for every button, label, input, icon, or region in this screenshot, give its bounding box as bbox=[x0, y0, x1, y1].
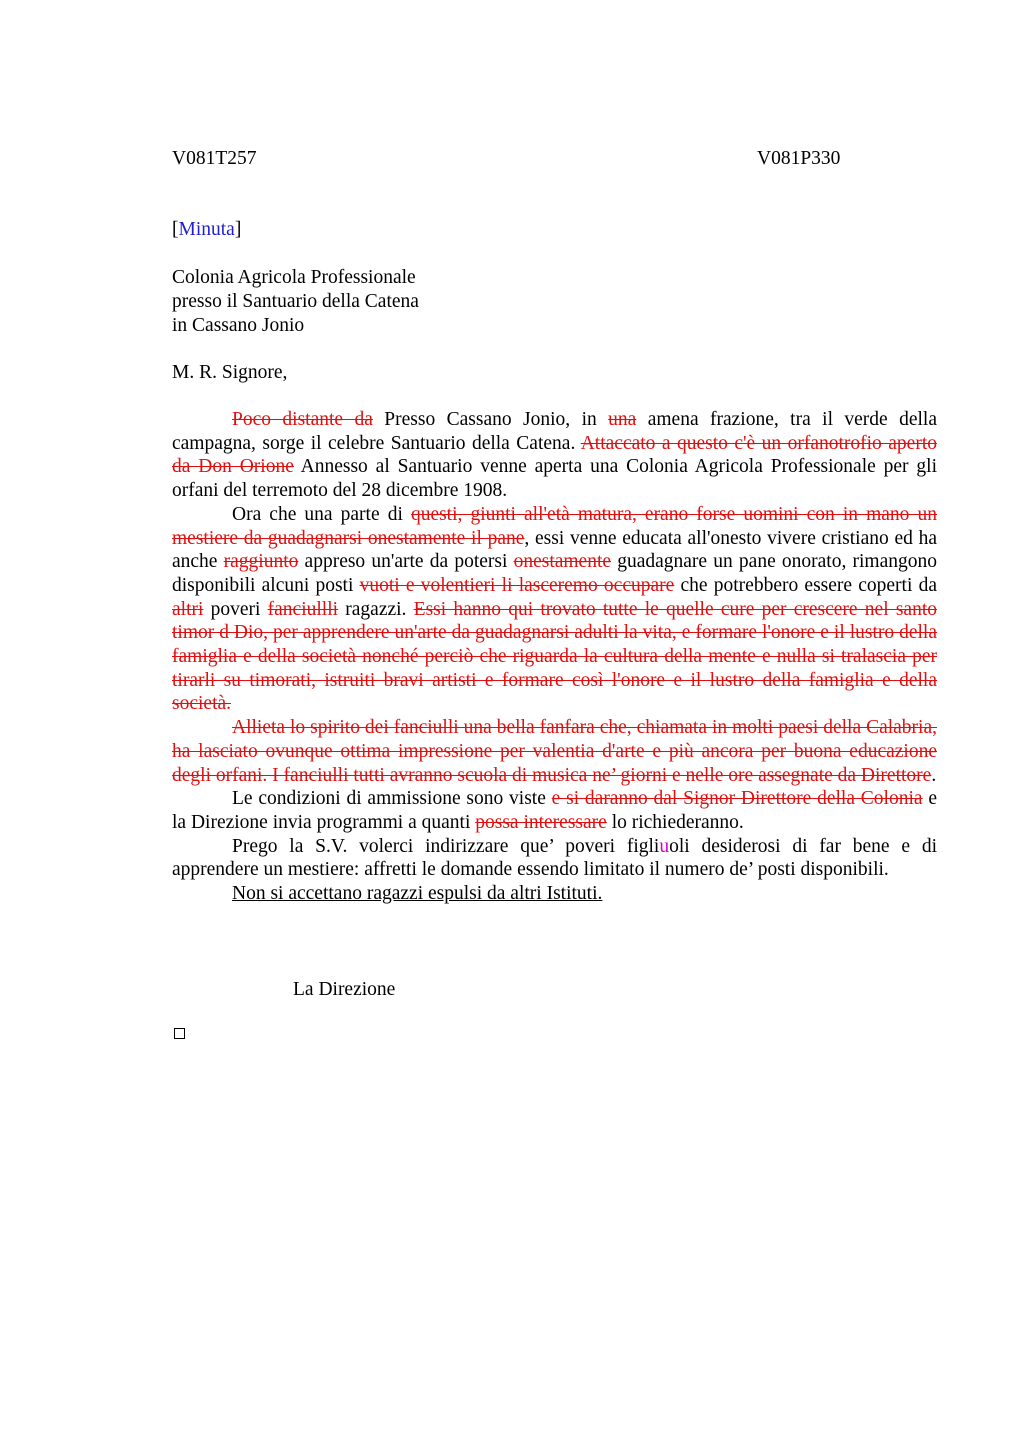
body-text: appreso un'arte da potersi bbox=[298, 551, 514, 573]
body-text: che potrebbero essere coperti da bbox=[674, 574, 937, 596]
salutation: M. R. Signore, bbox=[172, 362, 288, 383]
signature: La Direzione bbox=[293, 979, 396, 1000]
header-right-code: V081P330 bbox=[757, 148, 841, 169]
deleted-text: possa interessare bbox=[475, 811, 607, 833]
deleted-text: fanciullli bbox=[267, 598, 339, 620]
paragraph-1 bbox=[172, 408, 937, 503]
paragraph-3 bbox=[172, 716, 937, 787]
deleted-text: vuoti e volentieri li lasceremo occupare bbox=[359, 574, 675, 596]
document-page bbox=[172, 0, 938, 1450]
address-line-3: in Cassano Jonio bbox=[172, 315, 305, 336]
deleted-text: raggiunto bbox=[223, 551, 299, 573]
paragraph-2 bbox=[172, 503, 937, 716]
deleted-text: Attaccato a questo c'è un orfanotrofio aperto da Don Orione bbox=[172, 432, 937, 478]
underlined-notice: Non si accettano ragazzi espulsi da altri Istituti. bbox=[232, 883, 603, 905]
deleted-text: una bbox=[608, 409, 637, 430]
body-text: guadagnare un pane onorato, rimangono disponibili alcuni posti bbox=[172, 551, 937, 596]
deleted-text: e si daranno dal Signor Direttore della Colonia bbox=[551, 788, 923, 810]
empty-checkbox-icon bbox=[174, 1028, 185, 1039]
body-text: poveri bbox=[203, 598, 268, 620]
paragraph-4 bbox=[172, 787, 937, 834]
body-text: Ora che una parte di bbox=[232, 503, 411, 525]
address-block bbox=[172, 266, 419, 338]
body-text: lo richiederanno. bbox=[606, 811, 744, 833]
letter-body bbox=[172, 408, 937, 906]
body-text: , essi venne educata all'onesto vivere cristiano ed ha anche bbox=[172, 527, 937, 573]
body-text: oli desiderosi di far bene e di apprendere un mestiere: affretti le domande essendo limitato il numero de’ posti disponibili. bbox=[172, 835, 937, 881]
inserted-text: u bbox=[659, 835, 670, 857]
minuta-text: Minuta bbox=[178, 219, 235, 240]
deleted-text: onestamente bbox=[513, 551, 612, 573]
body-text: Annesso al Santuario venne aperta una Colonia Agricola Professionale per gli orfani del terremoto del 28 dicembre 1908. bbox=[172, 456, 937, 502]
minuta-close-bracket: ] bbox=[234, 219, 242, 240]
deleted-text: questi, giunti all'età matura, erano forse uomini con in mano un mestiere da guadagnarsi onestamente il pane bbox=[172, 503, 938, 549]
address-line-2: presso il Santuario della Catena bbox=[172, 291, 419, 312]
body-text: amena frazione, tra il verde della campagna, sorge il celebre Santuario della Catena. bbox=[172, 409, 938, 454]
paragraph-5 bbox=[172, 835, 937, 882]
body-text: Prego la S.V. volerci indirizzare que’ poveri figli bbox=[232, 835, 660, 857]
minuta-open-bracket: [ bbox=[172, 219, 179, 240]
body-text: ragazzi. bbox=[338, 598, 414, 620]
body-text: . bbox=[931, 764, 937, 786]
deleted-text: Poco distante da bbox=[232, 409, 373, 430]
body-text: Presso Cassano Jonio, in bbox=[372, 409, 609, 430]
minuta-label bbox=[172, 218, 241, 242]
deleted-text: Essi hanno qui trovato tutte le quelle cure per crescere nel santo timor d Dio, per apprendere un'arte da guadagnarsi adulti la vita, e formare l'onore e il lustro della famiglia e della società nonché perciò che riguarda la cultura della mente e nulla si tralascia per tirarli su timorati, istruiti bravi artisti e formare così l'onore e il lustro della famiglia e della società. bbox=[172, 598, 937, 715]
address-line-1: Colonia Agricola Professionale bbox=[172, 267, 416, 288]
deleted-text: altri bbox=[172, 598, 204, 620]
header-left-code: V081T257 bbox=[172, 148, 257, 169]
body-text: Le condizioni di ammissione sono viste bbox=[232, 788, 552, 810]
body-text: e la Direzione invia programmi a quanti bbox=[172, 788, 937, 833]
deleted-text: Allieta lo spirito dei fanciulli una bella fanfara che, chiamata in molti paesi della Calabria, ha lasciato ovunque ottima impressione per valentia d'arte e più ancora per buona educazione degli orfani. I fanciulli tutti avranno scuola di musica ne’ giorni e nelle ore assegnate da Direttore bbox=[172, 717, 937, 786]
paragraph-6 bbox=[172, 882, 937, 906]
